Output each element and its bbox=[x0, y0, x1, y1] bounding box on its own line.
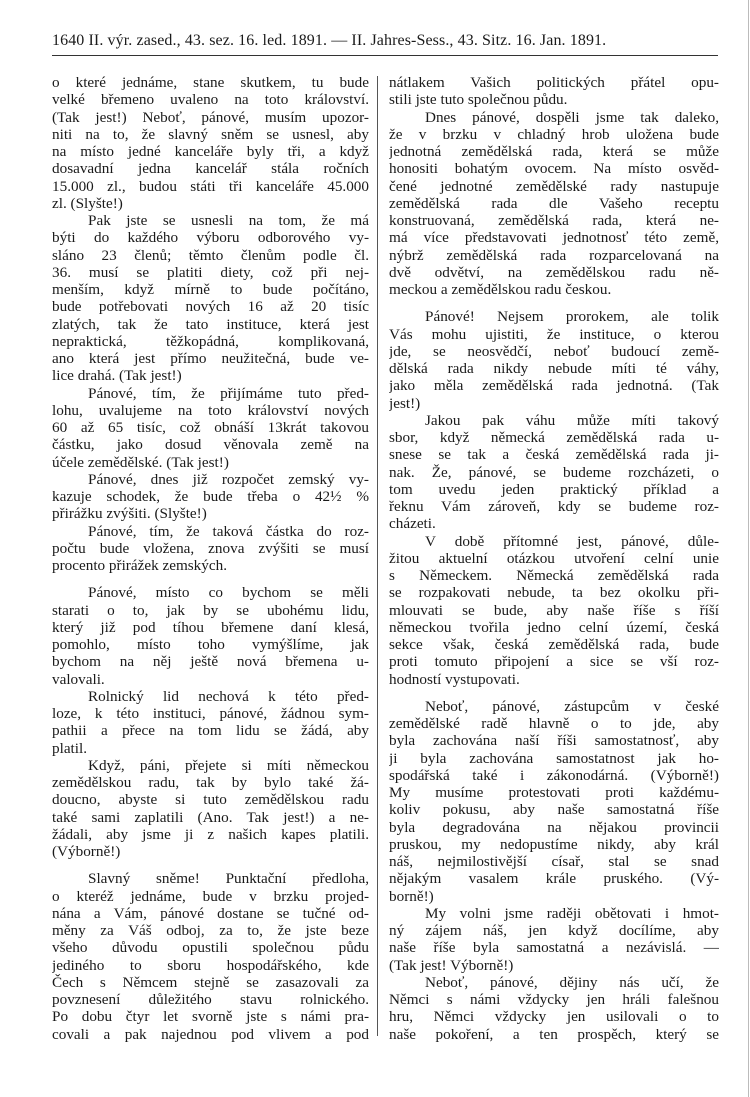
text-line: Pánové! Nejsem prorokem, ale tolik bbox=[425, 308, 719, 326]
text-line: cházeti. bbox=[389, 515, 436, 533]
text-line: měny za Váš odboj, za to, že jste beze bbox=[52, 922, 369, 939]
text-line: Slavný sněme! Punktační předloha, bbox=[88, 870, 369, 888]
text-line: proti tomuto připojení a sice se vší roz- bbox=[389, 653, 719, 671]
right-column bbox=[389, 74, 719, 1043]
text-line: starati o to, jak by se ubohému lidu, bbox=[52, 601, 369, 619]
text-line: o které jednáme, stane skutkem, tu bude bbox=[52, 74, 369, 91]
text-line: Němci s námi vždycky jen hráli falešnou bbox=[389, 991, 719, 1008]
text-line: zemědělské radě hlavně o to jde, aby bbox=[389, 715, 719, 732]
text-line: meckou a zemědělskou radu českou. bbox=[389, 281, 612, 298]
text-line: nátlakem Vašich politických přátel opu- bbox=[389, 74, 719, 91]
text-line: loze, k této instituci, pánové, žádnou sym- bbox=[52, 705, 369, 722]
text-line: Pánové, dnes již rozpočet zemský vy- bbox=[88, 470, 369, 488]
text-line: hodností vystupovati. bbox=[389, 670, 520, 688]
text-line: valovali. bbox=[52, 670, 105, 688]
header-rule bbox=[52, 55, 718, 56]
text-line: pathii a přece na tom lidu se žádá, aby bbox=[52, 722, 369, 740]
text-line: pomohlo, místo toho vymýšlíme, jak bbox=[52, 636, 369, 653]
text-line: 15.000 zl., budou státi tři kanceláře 45.000 bbox=[52, 177, 369, 195]
text-line: býti do každého výboru odborového vy- bbox=[52, 229, 369, 247]
left-column bbox=[52, 74, 369, 1043]
text-line: My volni jsme raději obětovati i hmot- bbox=[425, 904, 719, 922]
text-line: s Německem. Německá zemědělská rada bbox=[389, 567, 719, 584]
text-line: ano která jest přímo neužitečná, bude ve- bbox=[52, 350, 369, 367]
text-line: jako měla zemědělská rada jednotná. (Tak bbox=[389, 377, 719, 395]
text-line: čené jednotné zemědělské rady nastupuje bbox=[389, 177, 719, 195]
paragraph-gap bbox=[389, 688, 719, 698]
text-line: dělská rada nikdy nebude míti té váhy, bbox=[389, 360, 719, 377]
page-edge bbox=[748, 0, 749, 1097]
text-line: V době přítomné jest, pánové, důle- bbox=[425, 532, 719, 550]
text-line: náš, nejmilostivější císař, stal se snad bbox=[389, 853, 719, 870]
text-line: doucno, abyste si tuto zemědělskou radu bbox=[52, 791, 369, 809]
text-line: Neboť, pánové, zástupcům v české bbox=[425, 697, 719, 715]
text-line: ný zájem náš, jen když docílíme, aby bbox=[389, 922, 719, 939]
text-line: spodářská také i zákonodárná. (Výborně!) bbox=[389, 766, 719, 784]
text-line: stili jste tuto společnou půdu. bbox=[389, 91, 568, 109]
text-line: bude potřebovati nových 16 až 20 tisíc bbox=[52, 298, 369, 316]
text-line: německou tvořila jedno celní území, česká bbox=[389, 618, 719, 636]
text-line: kazuje schodek, že bude třeba o 42½ % bbox=[52, 488, 369, 505]
text-line: účele zemědělské. (Tak jest!) bbox=[52, 453, 229, 471]
text-line: sláno 23 členů; těmto členům podle čl. bbox=[52, 246, 369, 264]
text-line: pruskou, my nedopustíme nikdy, aby král bbox=[389, 835, 719, 853]
text-line: menším, když mírně to bude počítáno, bbox=[52, 281, 369, 298]
text-line: velké břemeno uvaleno na toto království. bbox=[52, 91, 369, 109]
text-line: Pánové, místo co bychom se měli bbox=[88, 584, 369, 602]
text-line: byla degradována na nějakou provincii bbox=[389, 818, 719, 836]
text-line: (Výborně!) bbox=[52, 843, 121, 860]
text-line: koliv pokusu, aby naše samostatná říše bbox=[389, 801, 719, 819]
text-line: Pánové, tím, že přijímáme tuto před- bbox=[88, 384, 369, 402]
text-line: povznesení důležitého stavu rolnického. bbox=[52, 991, 369, 1008]
text-line: snese se tak a česká zemědělská rada ji- bbox=[389, 446, 719, 464]
text-line: 60 až 65 tisíc, což obnáší 13krát takovou bbox=[52, 419, 369, 436]
text-line: Pánové, tím, že taková částka do roz- bbox=[88, 522, 369, 540]
text-line: který již pod tíhou břemene daní klesá, bbox=[52, 618, 369, 636]
column-divider bbox=[377, 76, 378, 1036]
text-line: se rozpakovati nebude, ta bez okolku při- bbox=[389, 584, 719, 602]
text-line: jde, se neosvědčí, neboť budoucí země- bbox=[389, 342, 719, 360]
text-line: ji byla zachována samostatnost jak ho- bbox=[389, 749, 719, 767]
text-line: má více představovati jednotnosť této země, bbox=[389, 229, 719, 247]
text-line: řeknu Vám zároveň, kdy se budeme roz- bbox=[389, 498, 719, 515]
text-line: (Tak jest! Výborně!) bbox=[389, 956, 514, 974]
header-text: 1640 II. výr. zased., 43. sez. 16. led. 1891. — II. Jahres-Sess., 43. Sitz. 16. Jan. 1891. bbox=[52, 32, 607, 49]
running-header bbox=[52, 32, 718, 50]
text-line: žádali, aby jsme ji z našich kapes platili. bbox=[52, 825, 369, 843]
text-line: 36. musí se platiti diety, což při nej- bbox=[52, 263, 369, 281]
text-line: na místo jedné kanceláře byly tři, a když bbox=[52, 143, 369, 160]
text-line: Dnes pánové, dospěli jsme tak daleko, bbox=[425, 108, 719, 126]
text-line: nějakým vasalem krále pruského. (Vý- bbox=[389, 870, 719, 888]
text-line: sekce však, česká zemědělská rada, bude bbox=[389, 636, 719, 653]
text-line: procento přirážek zemských. bbox=[52, 557, 227, 574]
text-line: naše pokoření, a ten prospěch, který se bbox=[389, 1025, 719, 1043]
text-line: Jakou pak váhu může míti takový bbox=[425, 411, 719, 429]
text-line: dvě odvětví, na zemědělskou radu ně- bbox=[389, 263, 719, 281]
text-line: zemědělskou radu, tak by bylo také žá- bbox=[52, 774, 369, 791]
text-line: mlouvati se bude, aby naše říše s říší bbox=[389, 601, 719, 619]
text-line: byla zachována naší říši samostatnosť, aby bbox=[389, 732, 719, 750]
text-line: tom uvedu jeden praktický příklad a bbox=[389, 480, 719, 498]
paragraph-gap bbox=[389, 298, 719, 308]
text-line: Čech s Němcem stejně se zasazovali za bbox=[52, 973, 369, 991]
text-line: (Tak jest!) Neboť, pánové, musím upozor- bbox=[52, 108, 369, 126]
text-line: počtu bude vložena, znova zvýšiti se musí bbox=[52, 539, 369, 557]
text-line: nepraktická, těžkopádná, komplikovaná, bbox=[52, 332, 369, 350]
text-line: platil. bbox=[52, 739, 88, 757]
text-line: Rolnický lid nechová k této před- bbox=[88, 687, 369, 705]
text-line: naše říše byla samostatná a nezávislá. — bbox=[389, 939, 719, 957]
text-line: že v brzku v chladný hrob uložena bude bbox=[389, 125, 719, 143]
text-line: jednotná zemědělská rada, která se může bbox=[389, 143, 719, 160]
text-line: lice drahá. (Tak jest!) bbox=[52, 367, 182, 385]
text-line: všeho důvodu opustili společnou půdu bbox=[52, 939, 369, 957]
text-line: také sami zaplatili (Ano. Tak jest!) a ne- bbox=[52, 808, 369, 826]
paragraph-gap bbox=[52, 574, 369, 584]
text-line: hru, Němci vždycky jen usilovali o to bbox=[389, 1008, 719, 1026]
text-line: zl. (Slyšte!) bbox=[52, 194, 123, 212]
text-line: bychom na něj ještě nová břemena u- bbox=[52, 653, 369, 671]
text-line: nak. Že, pánové, se budeme rozcházeti, o bbox=[389, 463, 719, 481]
text-line: žitou aktuelní otázkou utvoření celní unie bbox=[389, 549, 719, 567]
text-line: Vás mohu ujistiti, že instituce, o kterou bbox=[389, 325, 719, 343]
text-line: jediného to sboru hospodářského, kde bbox=[52, 956, 369, 974]
text-line: nýbrž zemědělská rada rozparcelovaná na bbox=[389, 246, 719, 264]
text-line: zemědělská rada dle Vašeho receptu bbox=[389, 194, 719, 212]
text-line: Když, páni, přejete si míti německou bbox=[88, 756, 369, 774]
text-line: Po dobu čtyr let svorně jste s námi pra- bbox=[52, 1008, 369, 1026]
text-line: Pak jste se usnesli na tom, že má bbox=[88, 212, 369, 229]
text-line: o kteréž jednáme, bude v brzku projed- bbox=[52, 887, 369, 905]
text-line: dosavadní jedna kancelář stála ročních bbox=[52, 160, 369, 178]
text-line: částku, jako dosud věnovala země na bbox=[52, 436, 369, 454]
text-line: jest!) bbox=[389, 394, 421, 412]
text-line: honositi bohatým ovocem. Na místo osvěd- bbox=[389, 160, 719, 178]
text-line: nána a Vám, pánové dostane se tučné od- bbox=[52, 904, 369, 922]
text-line: My musíme protestovati proti každému- bbox=[389, 784, 719, 801]
paragraph-gap bbox=[52, 860, 369, 870]
text-line: konstruovaná, zemědělská rada, která ne- bbox=[389, 212, 719, 229]
text-line: přirážku zvýšiti. (Slyšte!) bbox=[52, 505, 207, 523]
text-line: zlatých, tak že tato instituce, která jest bbox=[52, 315, 369, 333]
text-line: niti na to, že slavný sněm se usnesl, aby bbox=[52, 125, 369, 143]
text-line: lohu, uvalujeme na toto království nových bbox=[52, 401, 369, 419]
text-line: Neboť, pánové, dějiny nás učí, že bbox=[425, 973, 719, 991]
text-line: sbor, když německá zemědělská rada u- bbox=[389, 429, 719, 446]
text-line: borně!) bbox=[389, 887, 434, 905]
text-line: covali a pak najednou pod vlivem a pod bbox=[52, 1025, 369, 1043]
